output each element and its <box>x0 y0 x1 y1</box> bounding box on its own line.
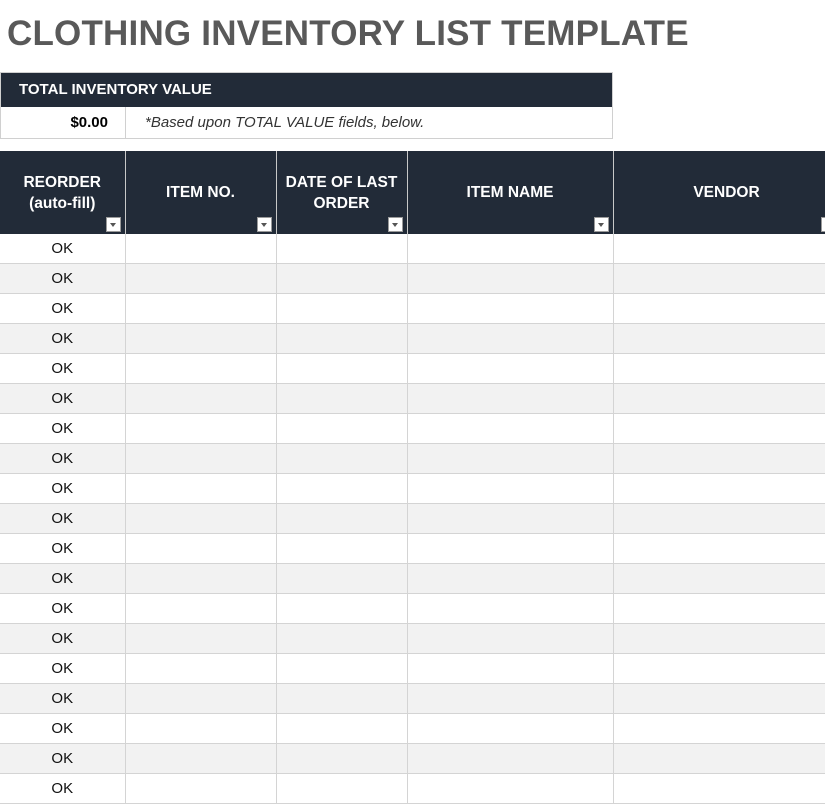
column-header-label: VENDOR <box>693 184 760 201</box>
item-no-cell[interactable] <box>125 444 276 474</box>
table-row <box>0 234 825 264</box>
chevron-down-icon <box>598 223 604 227</box>
item-name-cell[interactable] <box>407 474 613 504</box>
item-name-cell[interactable] <box>407 444 613 474</box>
filter-dropdown-button[interactable] <box>821 217 825 232</box>
item-name-cell[interactable] <box>407 234 613 264</box>
page-title: CLOTHING INVENTORY LIST TEMPLATE <box>7 14 689 53</box>
reorder-cell[interactable]: OK <box>0 534 125 564</box>
item-no-cell[interactable] <box>125 474 276 504</box>
date-cell[interactable] <box>276 234 407 264</box>
item-no-cell[interactable] <box>125 774 276 804</box>
reorder-cell[interactable]: OK <box>0 474 125 504</box>
reorder-cell[interactable]: OK <box>0 324 125 354</box>
table-row <box>0 474 825 504</box>
item-no-cell[interactable] <box>125 654 276 684</box>
date-cell[interactable] <box>276 474 407 504</box>
reorder-cell[interactable]: OK <box>0 234 125 264</box>
date-cell[interactable] <box>276 264 407 294</box>
date-cell[interactable] <box>276 324 407 354</box>
vendor-cell[interactable] <box>613 264 825 294</box>
item-no-cell[interactable] <box>125 684 276 714</box>
date-cell[interactable] <box>276 354 407 384</box>
item-name-cell[interactable] <box>407 744 613 774</box>
item-no-cell[interactable] <box>125 594 276 624</box>
total-inventory-value[interactable]: $0.00 <box>1 107 126 138</box>
item-no-cell[interactable] <box>125 384 276 414</box>
item-no-cell[interactable] <box>125 714 276 744</box>
reorder-cell[interactable]: OK <box>0 264 125 294</box>
date-cell[interactable] <box>276 414 407 444</box>
table-row <box>0 594 825 624</box>
table-row <box>0 444 825 474</box>
chevron-down-icon <box>110 223 116 227</box>
date-cell[interactable] <box>276 654 407 684</box>
item-name-cell[interactable] <box>407 594 613 624</box>
column-header-label: ITEM NO. <box>166 184 235 201</box>
item-name-cell[interactable] <box>407 294 613 324</box>
item-name-cell[interactable] <box>407 414 613 444</box>
column-header-label: ITEM NAME <box>466 184 554 201</box>
vendor-cell[interactable] <box>613 444 825 474</box>
reorder-cell[interactable]: OK <box>0 774 125 804</box>
table-row <box>0 504 825 534</box>
table-row <box>0 714 825 744</box>
item-no-cell[interactable] <box>125 324 276 354</box>
item-no-cell[interactable] <box>125 534 276 564</box>
vendor-cell[interactable] <box>613 714 825 744</box>
item-no-cell[interactable] <box>125 294 276 324</box>
date-cell[interactable] <box>276 714 407 744</box>
date-cell[interactable] <box>276 774 407 804</box>
item-name-cell[interactable] <box>407 714 613 744</box>
vendor-cell[interactable] <box>613 594 825 624</box>
filter-dropdown-button[interactable] <box>257 217 272 232</box>
vendor-cell[interactable] <box>613 564 825 594</box>
vendor-cell[interactable] <box>613 504 825 534</box>
item-name-cell[interactable] <box>407 684 613 714</box>
vendor-cell[interactable] <box>613 354 825 384</box>
reorder-cell[interactable]: OK <box>0 384 125 414</box>
summary-header: TOTAL INVENTORY VALUE <box>1 73 612 107</box>
table-row <box>0 774 825 804</box>
item-name-cell[interactable] <box>407 564 613 594</box>
item-no-cell[interactable] <box>125 504 276 534</box>
table-row <box>0 684 825 714</box>
date-cell[interactable] <box>276 594 407 624</box>
reorder-cell[interactable]: OK <box>0 444 125 474</box>
reorder-cell[interactable]: OK <box>0 624 125 654</box>
item-no-cell[interactable] <box>125 264 276 294</box>
table-row <box>0 324 825 354</box>
date-cell[interactable] <box>276 384 407 414</box>
item-no-cell[interactable] <box>125 414 276 444</box>
vendor-cell[interactable] <box>613 654 825 684</box>
item-name-cell[interactable] <box>407 264 613 294</box>
table-row <box>0 624 825 654</box>
filter-dropdown-button[interactable] <box>388 217 403 232</box>
filter-dropdown-button[interactable] <box>594 217 609 232</box>
item-no-cell[interactable] <box>125 354 276 384</box>
column-header-label: DATE OF LAST <box>285 173 398 191</box>
column-header-label: (auto-fill) <box>29 194 96 212</box>
item-no-cell[interactable] <box>125 624 276 654</box>
header-row <box>0 151 825 234</box>
reorder-cell[interactable]: OK <box>0 414 125 444</box>
reorder-cell[interactable]: OK <box>0 294 125 324</box>
date-cell[interactable] <box>276 624 407 654</box>
date-cell[interactable] <box>276 444 407 474</box>
date-cell[interactable] <box>276 534 407 564</box>
reorder-cell[interactable]: OK <box>0 744 125 774</box>
inventory-summary <box>0 72 613 139</box>
column-header-vendor <box>613 151 825 234</box>
item-name-cell[interactable] <box>407 624 613 654</box>
filter-dropdown-button[interactable] <box>106 217 121 232</box>
column-header-date-of-last-order <box>276 151 407 234</box>
vendor-cell[interactable] <box>613 774 825 804</box>
item-name-cell[interactable] <box>407 534 613 564</box>
reorder-cell[interactable]: OK <box>0 684 125 714</box>
item-no-cell[interactable] <box>125 744 276 774</box>
table-row <box>0 384 825 414</box>
item-name-cell[interactable] <box>407 504 613 534</box>
reorder-cell[interactable]: OK <box>0 354 125 384</box>
table-row <box>0 534 825 564</box>
reorder-cell[interactable]: OK <box>0 594 125 624</box>
date-cell[interactable] <box>276 744 407 774</box>
column-header-label: ORDER <box>313 194 370 212</box>
date-cell[interactable] <box>276 564 407 594</box>
vendor-cell[interactable] <box>613 684 825 714</box>
item-no-cell[interactable] <box>125 564 276 594</box>
vendor-cell[interactable] <box>613 324 825 354</box>
table-row <box>0 264 825 294</box>
reorder-cell[interactable]: OK <box>0 504 125 534</box>
date-cell[interactable] <box>276 684 407 714</box>
vendor-cell[interactable] <box>613 744 825 774</box>
vendor-cell[interactable] <box>613 534 825 564</box>
table-row <box>0 354 825 384</box>
reorder-cell[interactable]: OK <box>0 714 125 744</box>
summary-row <box>1 107 612 138</box>
vendor-cell[interactable] <box>613 384 825 414</box>
chevron-down-icon <box>261 223 267 227</box>
item-name-cell[interactable] <box>407 384 613 414</box>
table-row <box>0 744 825 774</box>
item-name-cell[interactable] <box>407 774 613 804</box>
column-header-reorder <box>0 151 125 234</box>
inventory-grid <box>0 151 825 807</box>
vendor-cell[interactable] <box>613 414 825 444</box>
vendor-cell[interactable] <box>613 624 825 654</box>
reorder-cell[interactable]: OK <box>0 564 125 594</box>
column-header-item-name <box>407 151 613 234</box>
table-row <box>0 414 825 444</box>
reorder-cell[interactable]: OK <box>0 654 125 684</box>
date-cell[interactable] <box>276 504 407 534</box>
inventory-table <box>0 151 825 804</box>
item-name-cell[interactable] <box>407 654 613 684</box>
vendor-cell[interactable] <box>613 294 825 324</box>
item-no-cell[interactable] <box>125 234 276 264</box>
vendor-cell[interactable] <box>613 234 825 264</box>
summary-note: *Based upon TOTAL VALUE fields, below. <box>145 114 425 131</box>
column-header-item-no <box>125 151 276 234</box>
column-header-label: REORDER <box>23 173 101 191</box>
item-name-cell[interactable] <box>407 354 613 384</box>
date-cell[interactable] <box>276 294 407 324</box>
item-name-cell[interactable] <box>407 324 613 354</box>
vendor-cell[interactable] <box>613 474 825 504</box>
table-row <box>0 294 825 324</box>
table-row <box>0 564 825 594</box>
table-row <box>0 654 825 684</box>
chevron-down-icon <box>392 223 398 227</box>
